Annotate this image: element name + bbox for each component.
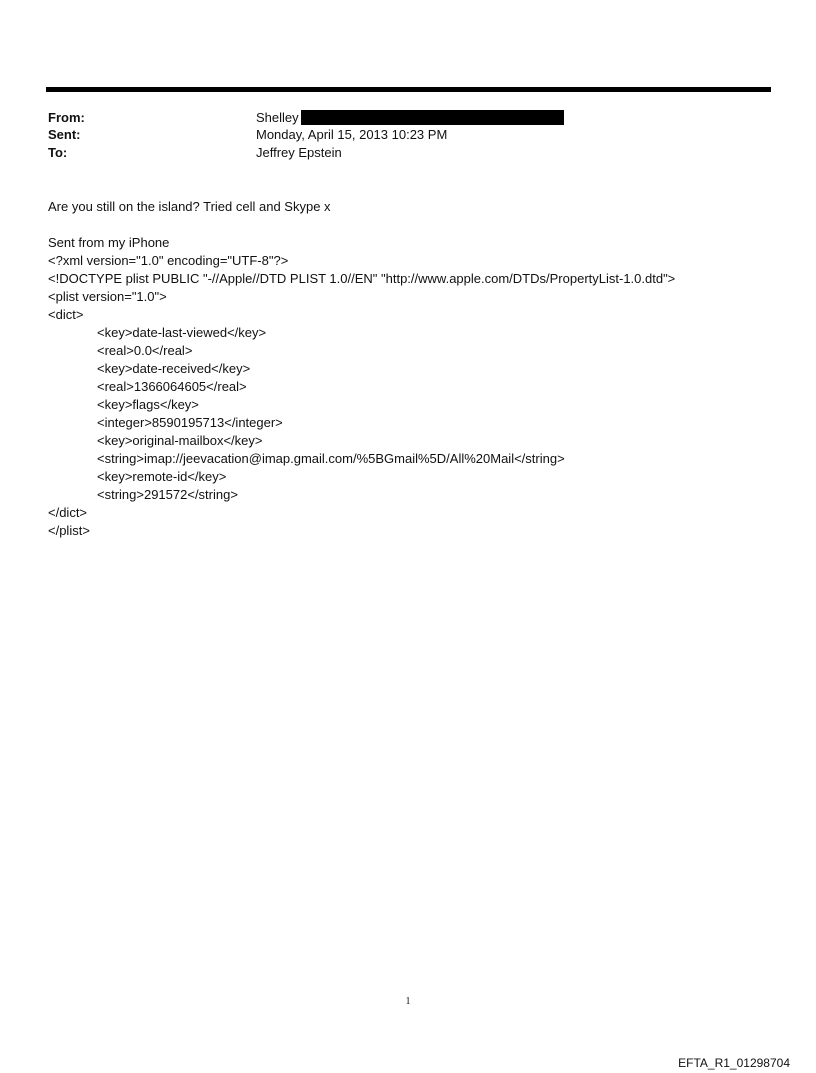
sent-label: Sent: — [48, 127, 81, 142]
sent-value: Monday, April 15, 2013 10:23 PM — [256, 127, 448, 142]
sender-name: Shelley — [256, 110, 299, 125]
dict-open-line: <dict> — [48, 307, 84, 322]
doctype-line: <!DOCTYPE plist PUBLIC "-//Apple//DTD PLIST 1.0//EN" "http://www.apple.com/DTDs/PropertyList-1.0.dtd"> — [48, 271, 676, 286]
plist-open-line: <plist version="1.0"> — [48, 289, 167, 304]
xml-line: <real>1366064605</real> — [97, 379, 247, 394]
xml-line: <integer>8590195713</integer> — [97, 415, 283, 430]
from-value — [256, 109, 564, 127]
bates-number: EFTA_R1_01298704 — [678, 1056, 790, 1070]
xml-declaration-line: <?xml version="1.0" encoding="UTF-8"?> — [48, 253, 289, 268]
redaction-bar — [301, 110, 564, 125]
to-value: Jeffrey Epstein — [256, 145, 342, 160]
xml-line: <key>remote-id</key> — [97, 469, 227, 484]
xml-line: <key>date-received</key> — [97, 361, 251, 376]
xml-line: <key>date-last-viewed</key> — [97, 325, 267, 340]
xml-line: <key>original-mailbox</key> — [97, 433, 263, 448]
message-text: Are you still on the island? Tried cell and Skype x — [48, 199, 331, 214]
dict-close-line: </dict> — [48, 505, 88, 520]
signature-text: Sent from my iPhone — [48, 235, 170, 250]
plist-close-line: </plist> — [48, 523, 90, 538]
xml-line: <real>0.0</real> — [97, 343, 193, 358]
xml-line: <key>flags</key> — [97, 397, 199, 412]
xml-line: <string>291572</string> — [97, 487, 238, 502]
page-number: 1 — [405, 996, 411, 1007]
to-label: To: — [48, 145, 68, 160]
header-divider-rule — [46, 87, 771, 92]
xml-line: <string>imap://jeevacation@imap.gmail.com/%5BGmail%5D/All%20Mail</string> — [97, 451, 565, 466]
from-label: From: — [48, 110, 85, 125]
